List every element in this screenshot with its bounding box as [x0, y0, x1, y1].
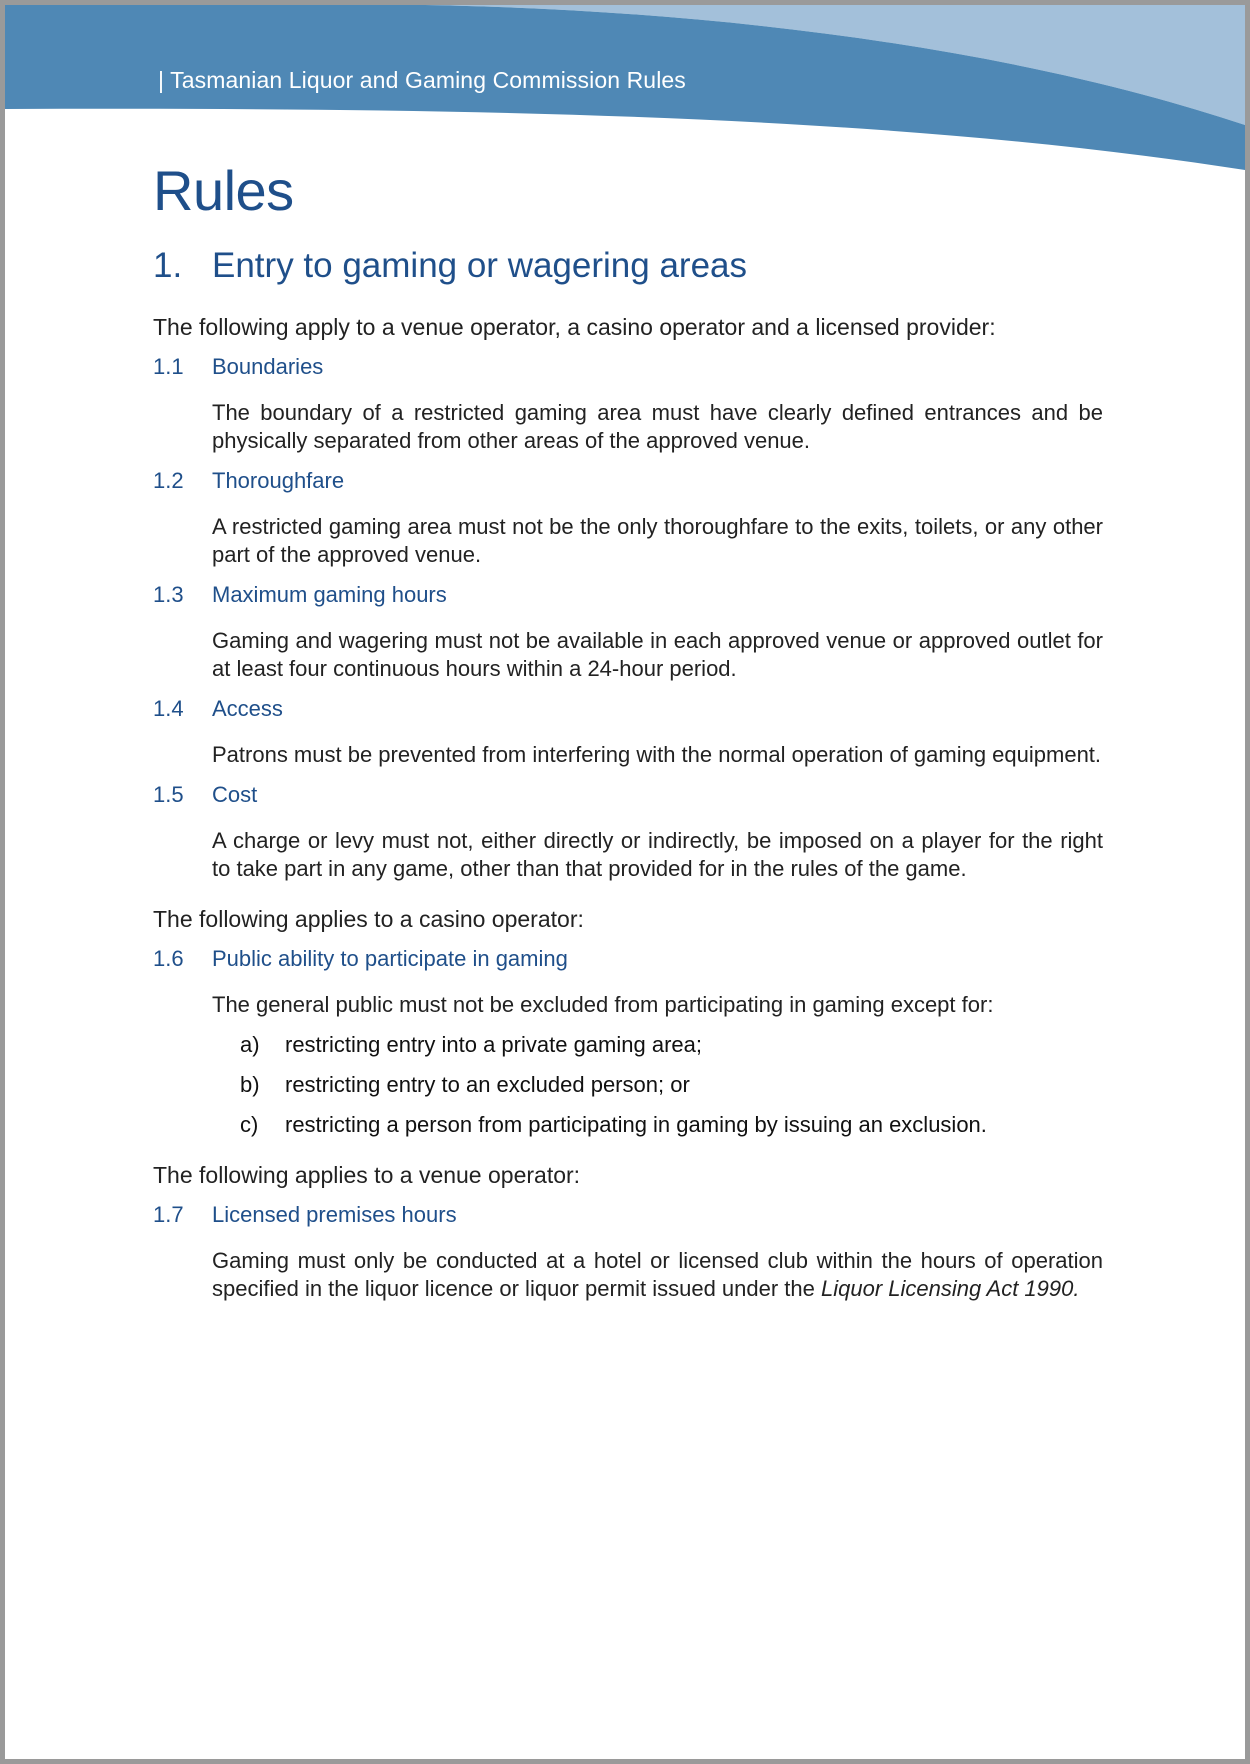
subsection-body-public-ability: The general public must not be excluded from participating in gaming except for:: [212, 992, 994, 1017]
list-item: [240, 1031, 1103, 1059]
subsection-body-access: Patrons must be prevented from interfering with the normal operation of gaming equipment.: [212, 742, 1102, 767]
list-item-text: restricting entry into a private gaming area;: [285, 1032, 702, 1057]
subsection-number: 1.2: [153, 468, 184, 493]
subsection-heading-licensed-premises-hours: [153, 1201, 1103, 1229]
subsection-heading-access: [153, 695, 1103, 723]
intro-paragraph-casino-operator: The following applies to a casino operator:: [153, 906, 584, 932]
act-citation: Liquor Licensing Act 1990.: [821, 1276, 1080, 1301]
subsection-body-maximum-gaming-hours: Gaming and wagering must not be available in each approved venue or approved outlet for at least four continuous hours within a 24-hour period.: [212, 628, 1103, 681]
subsection-title: Thoroughfare: [212, 468, 345, 493]
main-content: [153, 155, 1103, 1303]
subsection-title: Cost: [212, 782, 258, 807]
list-item-marker: a): [240, 1032, 260, 1057]
subsection-body-cost: A charge or levy must not, either directly or indirectly, be imposed on a player for the right to take part in any game, other than that provided for in the rules of the game.: [212, 828, 1103, 881]
subsection-title: Access: [212, 696, 283, 721]
subsection-heading-boundaries: [153, 353, 1103, 381]
body-text-run: Gaming must only be conducted at a hotel or licensed club within the hours of operation specified in the liquor licence or liquor permit issued under the: [212, 1248, 1103, 1301]
section-number: 1.: [153, 246, 183, 285]
intro-paragraph-all-operators: The following apply to a venue operator, a casino operator and a licensed provider:: [153, 314, 996, 340]
subsection-heading-thoroughfare: [153, 467, 1103, 495]
list-item-marker: c): [240, 1112, 259, 1137]
list-item-text: restricting entry to an excluded person; or: [285, 1072, 690, 1097]
exception-list: [240, 1031, 1103, 1139]
subsection-number: 1.5: [153, 782, 184, 807]
subsection-number: 1.6: [153, 946, 184, 971]
subsection-heading-cost: [153, 781, 1103, 809]
subsection-body-boundaries: The boundary of a restricted gaming area must have clearly defined entrances and be physically separated from other areas of the approved venue.: [212, 400, 1103, 453]
section-heading: [153, 241, 1103, 291]
section-title: Entry to gaming or wagering areas: [212, 246, 747, 285]
subsection-body-thoroughfare: A restricted gaming area must not be the only thoroughfare to the exits, toilets, or any other part of the approved venue.: [212, 514, 1103, 567]
subsection-body-licensed-premises-hours: [212, 1247, 1103, 1303]
subsection-number: 1.3: [153, 582, 184, 607]
subsection-number: 1.4: [153, 696, 184, 721]
list-item: [240, 1071, 1103, 1099]
subsection-heading-public-ability: [153, 945, 1103, 973]
page-title: Rules: [153, 159, 294, 222]
running-header-title: | Tasmanian Liquor and Gaming Commission Rules: [158, 67, 686, 93]
subsection-title: Public ability to participate in gaming: [212, 946, 568, 971]
subsection-number: 1.1: [153, 354, 184, 379]
intro-paragraph-venue-operator: The following applies to a venue operator:: [153, 1162, 581, 1188]
subsection-number: 1.7: [153, 1202, 184, 1227]
subsection-title: Licensed premises hours: [212, 1202, 457, 1227]
subsection-heading-maximum-gaming-hours: [153, 581, 1103, 609]
list-item-marker: b): [240, 1072, 260, 1097]
list-item: [240, 1111, 1103, 1139]
subsection-title: Boundaries: [212, 354, 324, 379]
list-item-text: restricting a person from participating in gaming by issuing an exclusion.: [285, 1112, 987, 1137]
subsection-title: Maximum gaming hours: [212, 582, 447, 607]
